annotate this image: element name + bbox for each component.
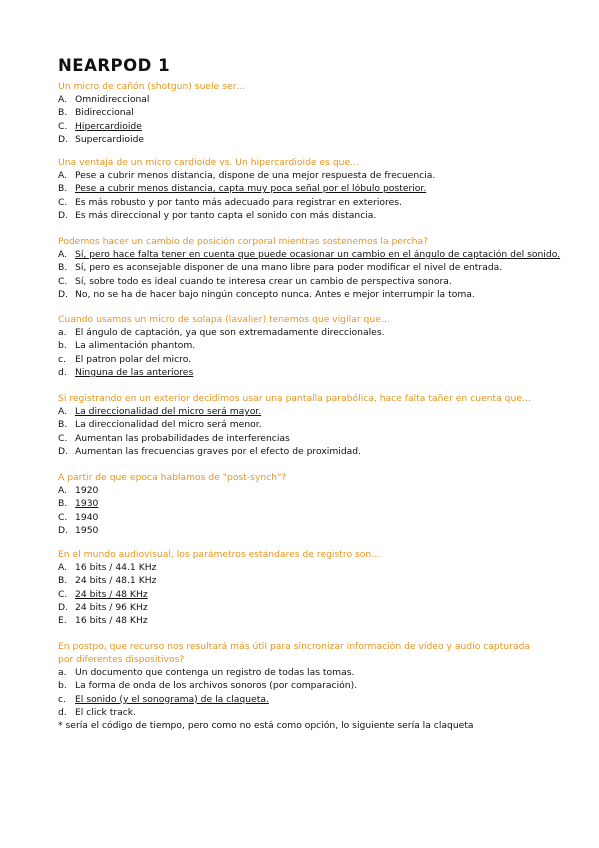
option-letter: D. (58, 601, 68, 613)
option-letter: D. (58, 133, 68, 145)
options-1 (58, 93, 558, 146)
option-text: 16 bits / 44.1 KHz (75, 562, 157, 573)
list-item (58, 574, 558, 587)
list-item (58, 497, 558, 510)
option-letter: d. (58, 706, 67, 718)
option-text: Un documento que contenga un registro de todas las tomas. (75, 667, 355, 678)
list-item (58, 445, 558, 458)
options-8 (58, 666, 558, 719)
option-text: Ninguna de las anteriores (75, 366, 194, 378)
list-item (58, 588, 558, 601)
option-letter: B. (58, 575, 68, 587)
option-text: Aumentan las frecuencias graves por el efecto de proximidad. (75, 445, 362, 457)
list-item (58, 288, 558, 301)
question-7: En el mundo audiovisual, los parámetros estándares de registro son… (58, 549, 381, 560)
list-item (58, 339, 558, 352)
option-letter: c. (58, 693, 66, 705)
option-text: 24 bits / 48 KHz (75, 588, 148, 600)
question-6: A partir de que epoca hablamos de "post-synch"? (58, 472, 287, 483)
option-text: Es más robusto y por tanto más adecuado para registrar en exteriores. (75, 196, 402, 208)
option-text: El ángulo de captación, ya que son extremadamente direccionales. (75, 327, 385, 338)
option-letter: d. (58, 366, 67, 378)
option-letter: E. (58, 615, 67, 627)
option-letter: A. (58, 94, 68, 105)
list-item (58, 353, 558, 366)
list-item (58, 196, 558, 209)
option-letter: C. (58, 588, 68, 600)
question-4: Cuando usamos un micro de solapa (lavalier) tenemos que vigilar que… (58, 314, 391, 325)
option-text: Sí, sobre todo es ideal cuando te interesa crear un cambio de perspectiva sonora. (75, 275, 452, 287)
option-text: Sí, pero hace falta tener en cuenta que puede ocasionar un cambio en el ángulo de captación del sonido. (75, 249, 561, 260)
page-title: NEARPOD 1 (58, 56, 171, 75)
option-text: Omnidireccional (75, 94, 150, 105)
option-letter: b. (58, 680, 67, 692)
options-4 (58, 326, 558, 379)
option-text: Bidireccional (75, 107, 134, 119)
option-letter: D. (58, 445, 68, 457)
option-letter: C. (58, 120, 68, 132)
option-letter: A. (58, 249, 68, 260)
list-item (58, 275, 558, 288)
option-letter: A. (58, 170, 68, 181)
option-letter: a. (58, 327, 67, 338)
options-3 (58, 248, 561, 301)
list-item (58, 169, 558, 182)
question-3: Podemos hacer un cambio de posición corporal mientras sostenemos la percha? (58, 236, 428, 247)
option-text: Es más direccional y por tanto capta el sonido con más distancia. (75, 209, 377, 221)
option-letter: A. (58, 562, 68, 573)
option-letter: b. (58, 340, 67, 352)
option-text: 16 bits / 48 KHz (75, 615, 148, 627)
options-5 (58, 405, 558, 458)
list-item (58, 484, 558, 497)
option-letter: D. (58, 288, 68, 300)
list-item (58, 261, 558, 274)
option-letter: a. (58, 667, 67, 678)
option-letter: C. (58, 432, 68, 444)
list-item (58, 120, 558, 133)
list-item (58, 248, 561, 261)
option-letter: B. (58, 183, 68, 195)
list-item (58, 601, 558, 614)
footnote: * sería el código de tiempo, pero como no está como opción, lo siguiente sería la claqueta (58, 720, 474, 731)
question-1: Un micro de cañón (shotgun) suele ser… (58, 81, 246, 92)
option-letter: D. (58, 524, 68, 536)
options-7 (58, 561, 558, 627)
list-item (58, 326, 558, 339)
option-letter: B. (58, 498, 68, 510)
list-item (58, 106, 558, 119)
list-item (58, 182, 558, 195)
list-item (58, 432, 558, 445)
option-text: La forma de onda de los archivos sonoros (por comparación). (75, 680, 358, 692)
list-item (58, 405, 558, 418)
option-text: El patron polar del micro. (75, 353, 192, 365)
option-letter: A. (58, 485, 68, 496)
option-letter: B. (58, 262, 68, 274)
option-text: Pese a cubrir menos distancia, capta muy poca señal por el lóbulo posterior. (75, 183, 427, 195)
option-text: No, no se ha de hacer bajo ningún concepto nunca. Antes e mejor interrumpir la toma. (75, 288, 475, 300)
option-letter: C. (58, 511, 68, 523)
option-letter: A. (58, 406, 68, 417)
option-text: Pese a cubrir menos distancia, dispone de una mejor respuesta de frecuencia. (75, 170, 436, 181)
question-2: Una ventaja de un micro cardioide vs. Un hipercardioide es que… (58, 157, 360, 168)
option-text: 1930 (75, 498, 99, 510)
option-letter: C. (58, 275, 68, 287)
option-letter: B. (58, 107, 68, 119)
option-text: Hipercardioide (75, 120, 142, 132)
option-letter: D. (58, 209, 68, 221)
option-text: 1920 (75, 485, 99, 496)
list-item (58, 511, 558, 524)
question-8: En postpo, que recurso nos resultará más útil para sincronizar información de vídeo y audio capturada por diferentes dispositivos? (58, 641, 531, 666)
option-letter: C. (58, 196, 68, 208)
option-text: Supercardioide (75, 133, 145, 145)
option-text: 1940 (75, 511, 99, 523)
option-text: El click track. (75, 706, 137, 718)
option-text: 24 bits / 96 KHz (75, 601, 148, 613)
list-item (58, 706, 558, 719)
question-5: Si registrando en un exterior decidimos usar una pantalla parabólica, hace falta tañer en cuenta que… (58, 393, 532, 404)
list-item (58, 561, 558, 574)
options-6 (58, 484, 558, 537)
list-item (58, 418, 558, 431)
options-2 (58, 169, 558, 222)
option-text: Sí, pero es aconsejable disponer de una mano libre para poder modificar el nivel de entrada. (75, 262, 503, 274)
list-item (58, 666, 558, 679)
option-letter: c. (58, 353, 66, 365)
option-text: 24 bits / 48.1 KHz (75, 575, 157, 587)
list-item (58, 614, 558, 627)
option-text: 1950 (75, 524, 99, 536)
list-item (58, 93, 558, 106)
option-text: La direccionalidad del micro será menor. (75, 419, 262, 431)
list-item (58, 366, 558, 379)
option-text: La direccionalidad del micro será mayor. (75, 406, 262, 417)
list-item (58, 679, 558, 692)
option-text: La alimentación phantom. (75, 340, 196, 352)
list-item (58, 524, 558, 537)
option-text: El sonido (y el sonograma) de la claqueta. (75, 693, 269, 705)
list-item (58, 133, 558, 146)
option-text: Aumentan las probabilidades de interferencias (75, 432, 290, 444)
list-item (58, 209, 558, 222)
list-item (58, 693, 558, 706)
option-letter: B. (58, 419, 68, 431)
